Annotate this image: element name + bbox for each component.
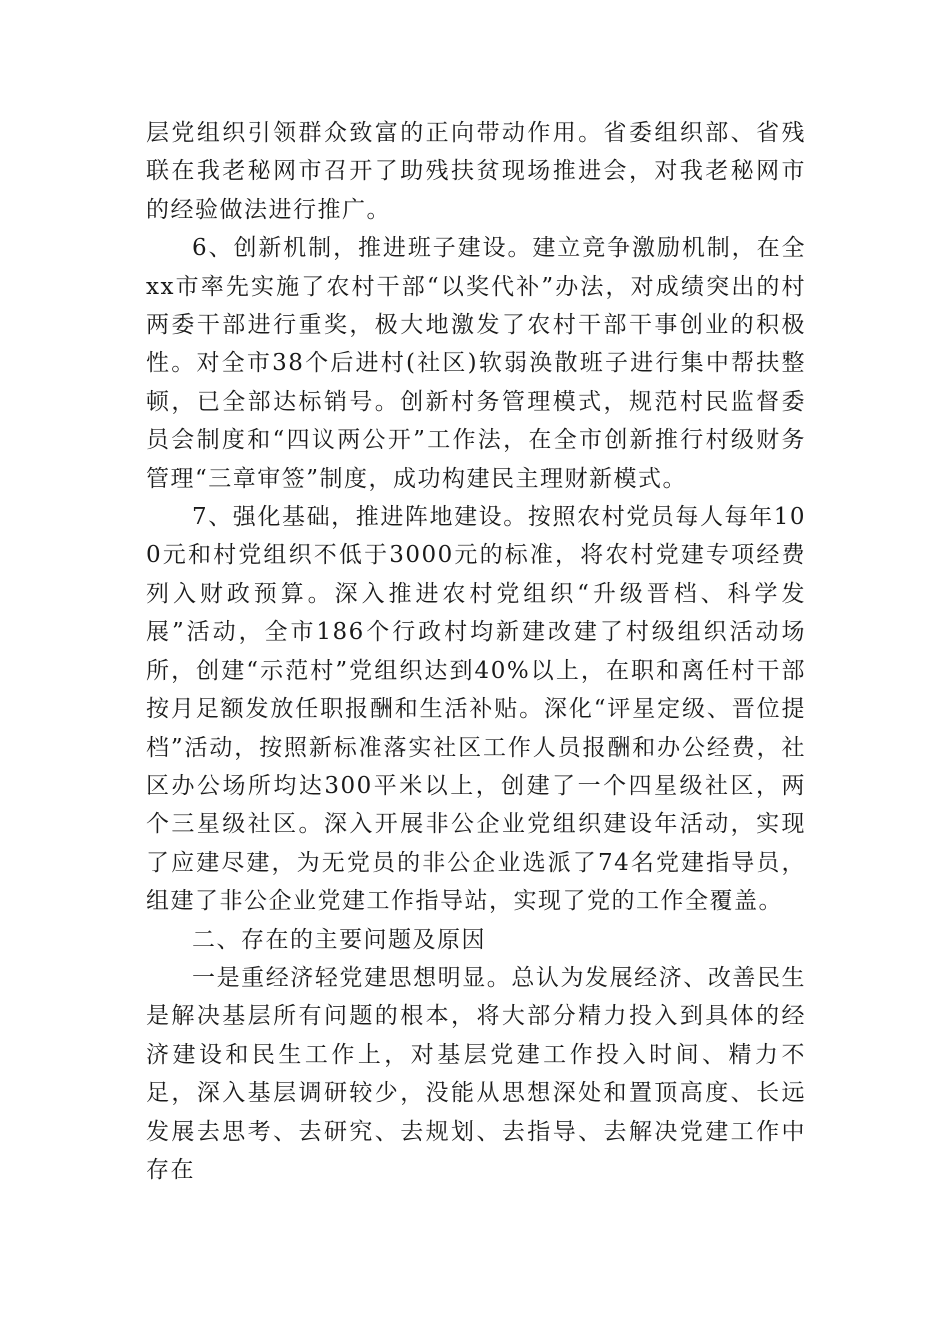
paragraph-continuation: 层党组织引领群众致富的正向带动作用。省委组织部、省残联在我老秘网市召开了助残扶贫现场推进会，对我老秘网市的经验做法进行推广。 <box>146 120 806 223</box>
section-heading: 二、存在的主要问题及原因 <box>192 926 486 953</box>
document-body <box>146 114 806 1189</box>
paragraph-item-7: 7、强化基础，推进阵地建设。按照农村党员每人每年100元和村党组织不低于3000元的标准，将农村党建专项经费列入财政预算。深入推进农村党组织“升级晋档、科学发展”活动，全市186个行政村均新建改建了村级组织活动场所，创建“示范村”党组织达到40%以上，在职和离任村干部按月足额发放任职报酬和生活补贴。深化“评星定级、晋位提档”活动，按照新标准落实社区工作人员报酬和办公经费，社区办公场所均达300平米以上，创建了一个四星级社区，两个三星级社区。深入开展非公企业党组织建设年活动，实现了应建尽建，为无党员的非公企业选派了74名党建指导员，组建了非公企业党建工作指导站，实现了党的工作全覆盖。 <box>146 504 806 915</box>
paragraph-problem-1: 一是重经济轻党建思想明显。总认为发展经济、改善民生是解决基层所有问题的根本，将大部分精力投入到具体的经济建设和民生工作上，对基层党建工作投入时间、精力不足，深入基层调研较少，没能从思想深处和置顶高度、长远发展去思考、去研究、去规划、去指导、去解决党建工作中存在 <box>146 964 806 1183</box>
paragraph-item-6: 6、创新机制，推进班子建设。建立竞争激励机制，在全xx市率先实施了农村干部“以奖代补”办法，对成绩突出的村两委干部进行重奖，极大地激发了农村干部干事创业的积极性。对全市38个后进村(社区)软弱涣散班子进行集中帮扶整顿，已全部达标销号。创新村务管理模式，规范村民监督委员会制度和“四议两公开”工作法，在全市创新推行村级财务管理“三章审签”制度，成功构建民主理财新模式。 <box>146 235 806 492</box>
